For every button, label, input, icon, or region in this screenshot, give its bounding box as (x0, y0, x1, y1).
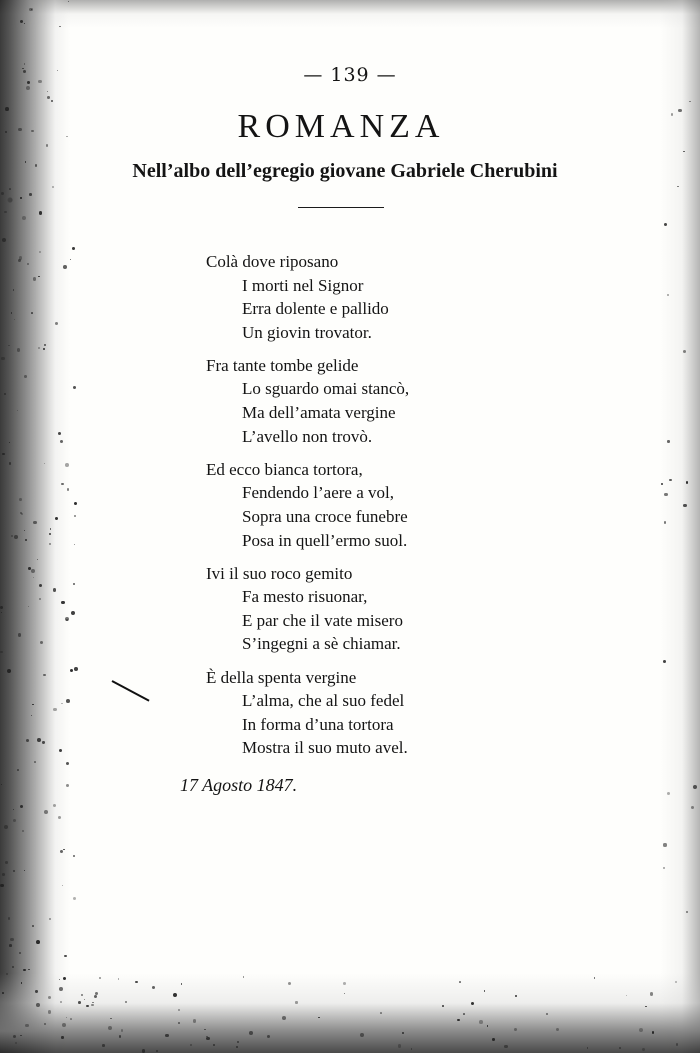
scan-speckle (73, 855, 75, 857)
scan-speckle (40, 641, 43, 644)
stanza (206, 562, 566, 656)
scan-speckle (39, 598, 41, 600)
title-divider (298, 207, 384, 208)
scan-speckle (66, 136, 68, 138)
scan-edge-bottom (0, 973, 700, 1053)
scan-speckle (70, 1018, 72, 1020)
scan-speckle (18, 633, 22, 637)
scan-speckle (59, 749, 62, 752)
scan-speckle (24, 63, 25, 64)
scan-speckle (19, 498, 22, 501)
scan-speckle (13, 809, 14, 810)
scan-speckle (652, 1031, 655, 1034)
scan-speckle (11, 535, 12, 536)
scan-speckle (28, 969, 29, 970)
scan-speckle (17, 410, 18, 411)
scan-speckle (204, 1029, 206, 1031)
scan-speckle (282, 1016, 286, 1020)
stanza (206, 354, 566, 448)
scan-speckle (664, 493, 667, 496)
scan-speckle (514, 1028, 517, 1031)
scan-speckle (52, 186, 54, 188)
stanza (206, 666, 566, 760)
scan-speckle (645, 1006, 646, 1007)
scan-speckle (165, 1034, 168, 1037)
scan-speckle (33, 521, 37, 525)
scan-speckle (48, 996, 51, 999)
scan-speckle (63, 265, 67, 269)
scan-speckle (8, 345, 9, 346)
scan-speckle (14, 535, 18, 539)
verse-line: È della spenta vergine (206, 667, 357, 687)
scan-speckle (49, 543, 50, 544)
scan-speckle (13, 289, 14, 290)
scan-edge-top (0, 0, 700, 28)
scan-speckle (119, 1035, 121, 1037)
scan-speckle (61, 1036, 63, 1038)
scan-speckle (73, 583, 75, 585)
scan-speckle (31, 569, 35, 573)
scan-speckle (22, 216, 26, 220)
scan-speckle (37, 738, 41, 742)
verse-line: Lo sguardo omai stancò, (242, 379, 410, 399)
scan-speckle (28, 606, 29, 607)
scan-edge-right (660, 0, 700, 1053)
scan-speckle (74, 544, 75, 545)
verse-line: Sopra una croce funebre (242, 506, 408, 526)
scan-speckle (10, 938, 13, 941)
scan-speckle (29, 193, 32, 196)
scan-speckle (675, 981, 677, 983)
scan-speckle (34, 761, 36, 763)
scan-speckle (442, 1005, 444, 1007)
scan-speckle (693, 785, 697, 789)
verse-line: Ivi il suo roco gemito (206, 563, 353, 583)
verse-line: I morti nel Signor (242, 275, 364, 295)
scan-speckle (65, 463, 69, 467)
scan-speckle (55, 517, 58, 520)
scan-speckle (178, 1022, 180, 1024)
verse-line: Erra dolente e pallido (242, 299, 389, 319)
verse-line: Mostra il suo muto avel. (242, 738, 408, 758)
scan-speckle (492, 1038, 495, 1041)
scan-speckle (135, 981, 137, 983)
scan-speckle (25, 1024, 28, 1027)
page-number: — 139 — (303, 64, 397, 86)
scan-speckle (686, 481, 688, 483)
scan-speckle (64, 955, 66, 957)
scan-speckle (36, 940, 40, 944)
scan-speckle (619, 1047, 621, 1049)
scan-speckle (178, 1009, 180, 1011)
scan-speckle (81, 994, 83, 996)
scan-speckle (31, 130, 33, 132)
scan-speckle (295, 1001, 297, 1003)
verse-line: Un giovin trovator. (242, 322, 372, 342)
stanza (206, 250, 566, 344)
verse-line: Colà dove riposano (206, 252, 339, 271)
verse-line: L’alma, che al suo fedel (242, 691, 405, 711)
scan-speckle (17, 348, 20, 351)
scan-speckle (0, 651, 2, 653)
scan-speckle (102, 1044, 105, 1047)
verse-line: Ed ecco bianca tortora, (206, 459, 363, 479)
scan-speckle (213, 1044, 215, 1046)
scan-mark (112, 680, 150, 701)
scan-speckle (2, 238, 6, 242)
scan-speckle (73, 897, 76, 900)
scan-speckle (39, 251, 41, 253)
scan-speckle (556, 1028, 559, 1031)
scan-speckle (91, 1004, 94, 1007)
scan-speckle (683, 504, 686, 507)
scan-speckle (663, 843, 666, 846)
scan-speckle (2, 453, 4, 455)
scan-speckle (26, 86, 30, 90)
scan-speckle (5, 107, 9, 111)
stanza (206, 458, 566, 552)
scan-speckle (44, 1023, 46, 1025)
scan-speckle (6, 973, 8, 975)
scan-speckle (142, 1049, 145, 1052)
verse-line: Fra tante tombe gelide (206, 355, 359, 375)
scan-speckle (639, 1028, 643, 1032)
scan-speckle (74, 502, 77, 505)
scan-speckle (38, 347, 40, 349)
scan-speckle (402, 1032, 404, 1034)
scan-speckle (479, 1020, 483, 1024)
scan-speckle (47, 96, 50, 99)
scan-speckle (587, 1047, 588, 1048)
scan-speckle (459, 981, 461, 983)
scan-speckle (74, 515, 76, 517)
scan-speckle (74, 667, 78, 671)
scan-speckle (39, 211, 43, 215)
scan-speckle (0, 884, 4, 888)
scan-speckle (38, 276, 39, 277)
scan-speckle (457, 1019, 460, 1022)
scan-speckle (5, 131, 7, 133)
scan-speckle (9, 188, 11, 190)
scan-speckle (61, 483, 63, 485)
scan-speckle (72, 247, 75, 250)
verse-line: L’avello non trovò. (242, 426, 373, 446)
scan-speckle (8, 917, 11, 920)
scan-speckle (43, 674, 45, 676)
scan-speckle (36, 1003, 40, 1007)
scan-speckle (32, 925, 34, 927)
verse-line: Fendendo l’aere a vol, (242, 483, 394, 503)
poem-dedication: Nell’albo dell’egregio giovane Gabriele Cherubini (132, 160, 558, 182)
scan-speckle (380, 1012, 382, 1014)
scan-speckle (66, 699, 70, 703)
scan-speckle (27, 81, 30, 84)
scan-speckle (23, 70, 26, 73)
verse-line: E par che il vate misero (242, 610, 403, 630)
scan-speckle (50, 528, 51, 529)
scan-speckle (504, 1045, 508, 1049)
scan-speckle (29, 8, 33, 12)
scan-speckle (664, 223, 667, 226)
scan-speckle (35, 990, 37, 992)
scan-speckle (663, 867, 664, 868)
scan-speckle (38, 80, 41, 83)
poem-body (206, 250, 566, 769)
scan-speckle (24, 870, 25, 871)
verse-line: In forma d’una tortora (242, 714, 394, 734)
scan-speckle (249, 1031, 253, 1035)
scan-speckle (66, 762, 69, 765)
scan-speckle (463, 1013, 465, 1015)
poem-title: ROMANZA (237, 108, 445, 145)
scan-speckle (20, 20, 23, 23)
scan-speckle (70, 669, 73, 672)
scan-edge-left (0, 0, 70, 1053)
scan-speckle (13, 1035, 16, 1038)
scan-speckle (23, 969, 25, 971)
scan-speckle (206, 1037, 209, 1040)
scan-speckle (156, 1050, 158, 1052)
poem-date: 17 Agosto 1847. (180, 775, 298, 795)
scan-speckle (73, 386, 76, 389)
scan-speckle (343, 982, 346, 985)
scan-speckle (7, 669, 11, 673)
verse-line: Ma dell’amata vergine (242, 403, 396, 423)
scan-speckle (5, 861, 8, 864)
verse-line: Posa in quell’ermo suol. (242, 530, 408, 550)
scan-speckle (193, 1019, 196, 1022)
scan-speckle (18, 259, 21, 262)
scan-speckle (71, 611, 75, 615)
verse-line: Fa mesto risuonar, (242, 587, 368, 607)
scan-speckle (70, 259, 71, 260)
verse-line: S’ingegni a sè chiamar. (242, 634, 401, 654)
scan-speckle (31, 312, 33, 314)
scan-speckle (63, 849, 64, 850)
scan-speckle (360, 1033, 364, 1037)
scan-speckle (20, 197, 21, 198)
scan-speckle (667, 440, 669, 442)
scan-speckle (411, 1048, 412, 1049)
scan-speckle (24, 375, 27, 378)
scan-speckle (9, 944, 12, 947)
scan-speckle (18, 128, 21, 131)
scan-speckle (59, 26, 60, 27)
scan-speckle (44, 344, 45, 345)
scan-speckle (42, 741, 44, 743)
